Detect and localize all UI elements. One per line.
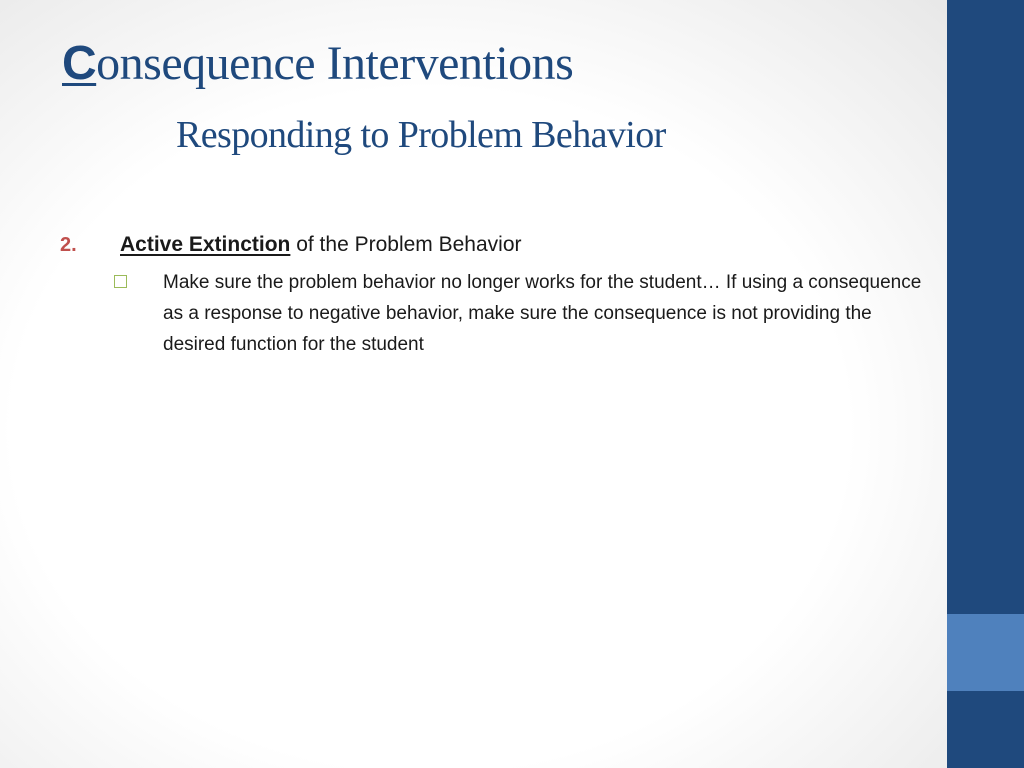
heading-emphasis: Active Extinction xyxy=(120,233,291,256)
checkbox-bullet-icon xyxy=(114,275,127,288)
decorative-side-bar-accent xyxy=(947,614,1024,691)
list-item-number: 2. xyxy=(60,234,77,256)
title-rest: onsequence Interventions xyxy=(96,37,574,90)
sub-bullet-text: Make sure the problem behavior no longer works for the student… If using a consequence as a response to negative behavior, make sure the consequence is not providing the desired function for the student xyxy=(163,272,922,355)
title-initial: C xyxy=(62,37,97,90)
slide-subtitle: Responding to Problem Behavior xyxy=(176,114,666,156)
slide-title xyxy=(62,34,573,94)
list-item-heading xyxy=(120,231,522,259)
heading-rest: of the Problem Behavior xyxy=(290,233,522,256)
